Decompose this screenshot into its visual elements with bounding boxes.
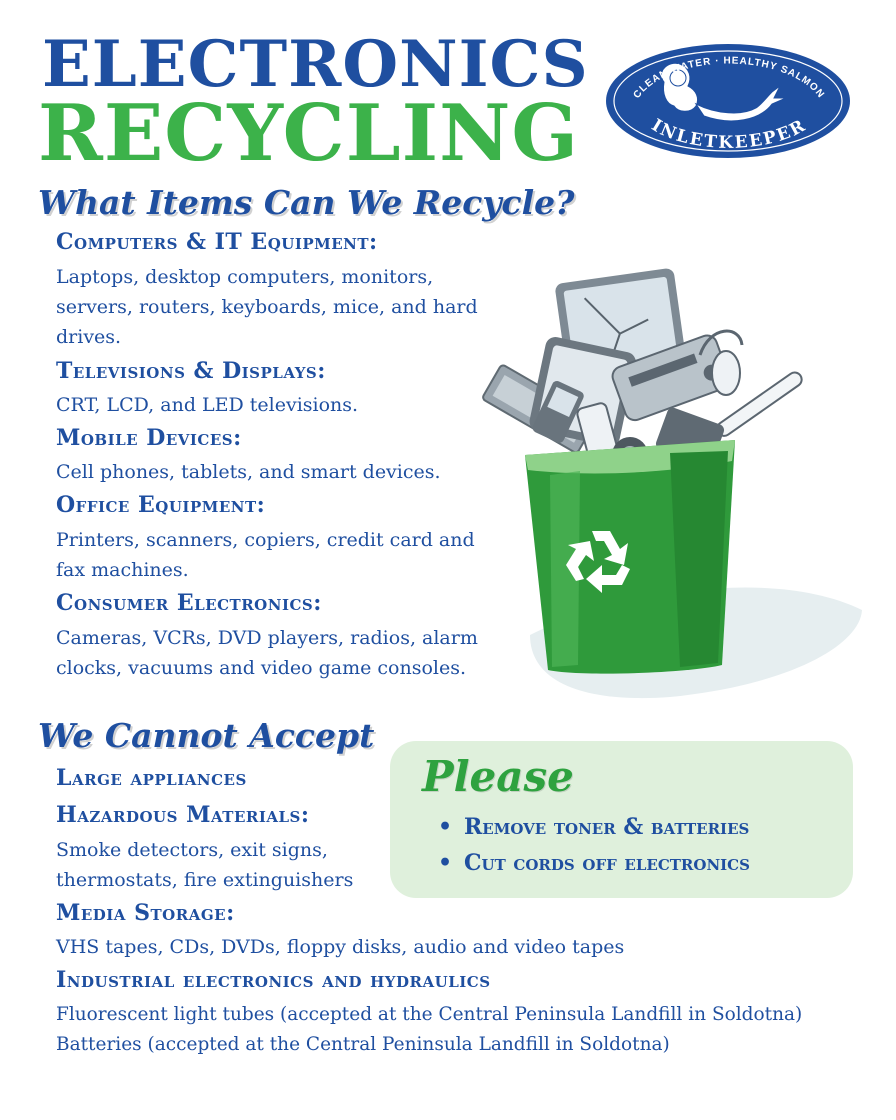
bullet-icon: •: [438, 814, 453, 840]
category-line: Printers, scanners, copiers, credit card and: [56, 529, 475, 551]
category-title: Consumer Electronics:: [56, 590, 322, 616]
please-title: Please: [422, 752, 574, 801]
category-line: Laptops, desktop computers, monitors,: [56, 266, 434, 288]
category-line: CRT, LCD, and LED televisions.: [56, 394, 359, 416]
cannot-item-line: thermostats, fire extinguishers: [56, 869, 354, 891]
please-bullet: [438, 814, 749, 840]
cannot-item-line: Fluorescent light tubes (accepted at the Central Peninsula Landfill in Soldotna): [56, 1004, 803, 1025]
cannot-item-line: VHS tapes, CDs, DVDs, floppy disks, audio and video tapes: [56, 936, 625, 958]
category-line: clocks, vacuums and video game consoles.: [56, 657, 466, 679]
cannot-item-title: Media Storage:: [56, 900, 235, 926]
category-line: Cell phones, tablets, and smart devices.: [56, 461, 441, 483]
category-line: servers, routers, keyboards, mice, and hard: [56, 296, 478, 318]
category-line: fax machines.: [56, 559, 189, 581]
logo-bottom-text: INLETKEEPER: [647, 115, 811, 153]
please-bullet: [438, 850, 750, 876]
category-title: Televisions & Displays:: [56, 358, 326, 384]
category-line: drives.: [56, 326, 122, 348]
please-bullet-text: Cut cords off electronics: [464, 850, 750, 876]
cannot-item-line: Batteries (accepted at the Central Peninsula Landfill in Soldotna): [56, 1034, 670, 1055]
cannot-item-title: Large appliances: [56, 765, 247, 791]
please-bullet-text: Remove toner & batteries: [464, 814, 750, 840]
category-title: Office Equipment:: [56, 492, 266, 518]
category-title: Computers & IT Equipment:: [56, 229, 378, 255]
logo-top-text: CLEAN WATER · HEALTHY SALMON: [631, 55, 827, 101]
cannot-item-line: Smoke detectors, exit signs,: [56, 839, 328, 861]
cannot-heading: We Cannot Accept: [38, 716, 375, 755]
title-electronics: ELECTRONICS: [42, 27, 589, 102]
cannot-item-title: Industrial electronics and hydraulics: [56, 967, 491, 993]
recycle-heading: What Items Can We Recycle?: [38, 183, 575, 222]
recycle-bin-with-electronics-icon: [470, 265, 870, 705]
category-line: Cameras, VCRs, DVD players, radios, alarm: [56, 627, 478, 649]
bullet-icon: •: [438, 850, 453, 876]
title-recycling: RECYCLING: [38, 88, 579, 179]
inletkeeper-logo: [604, 42, 852, 160]
category-title: Mobile Devices:: [56, 425, 242, 451]
cannot-item-title: Hazardous Materials:: [56, 802, 310, 828]
